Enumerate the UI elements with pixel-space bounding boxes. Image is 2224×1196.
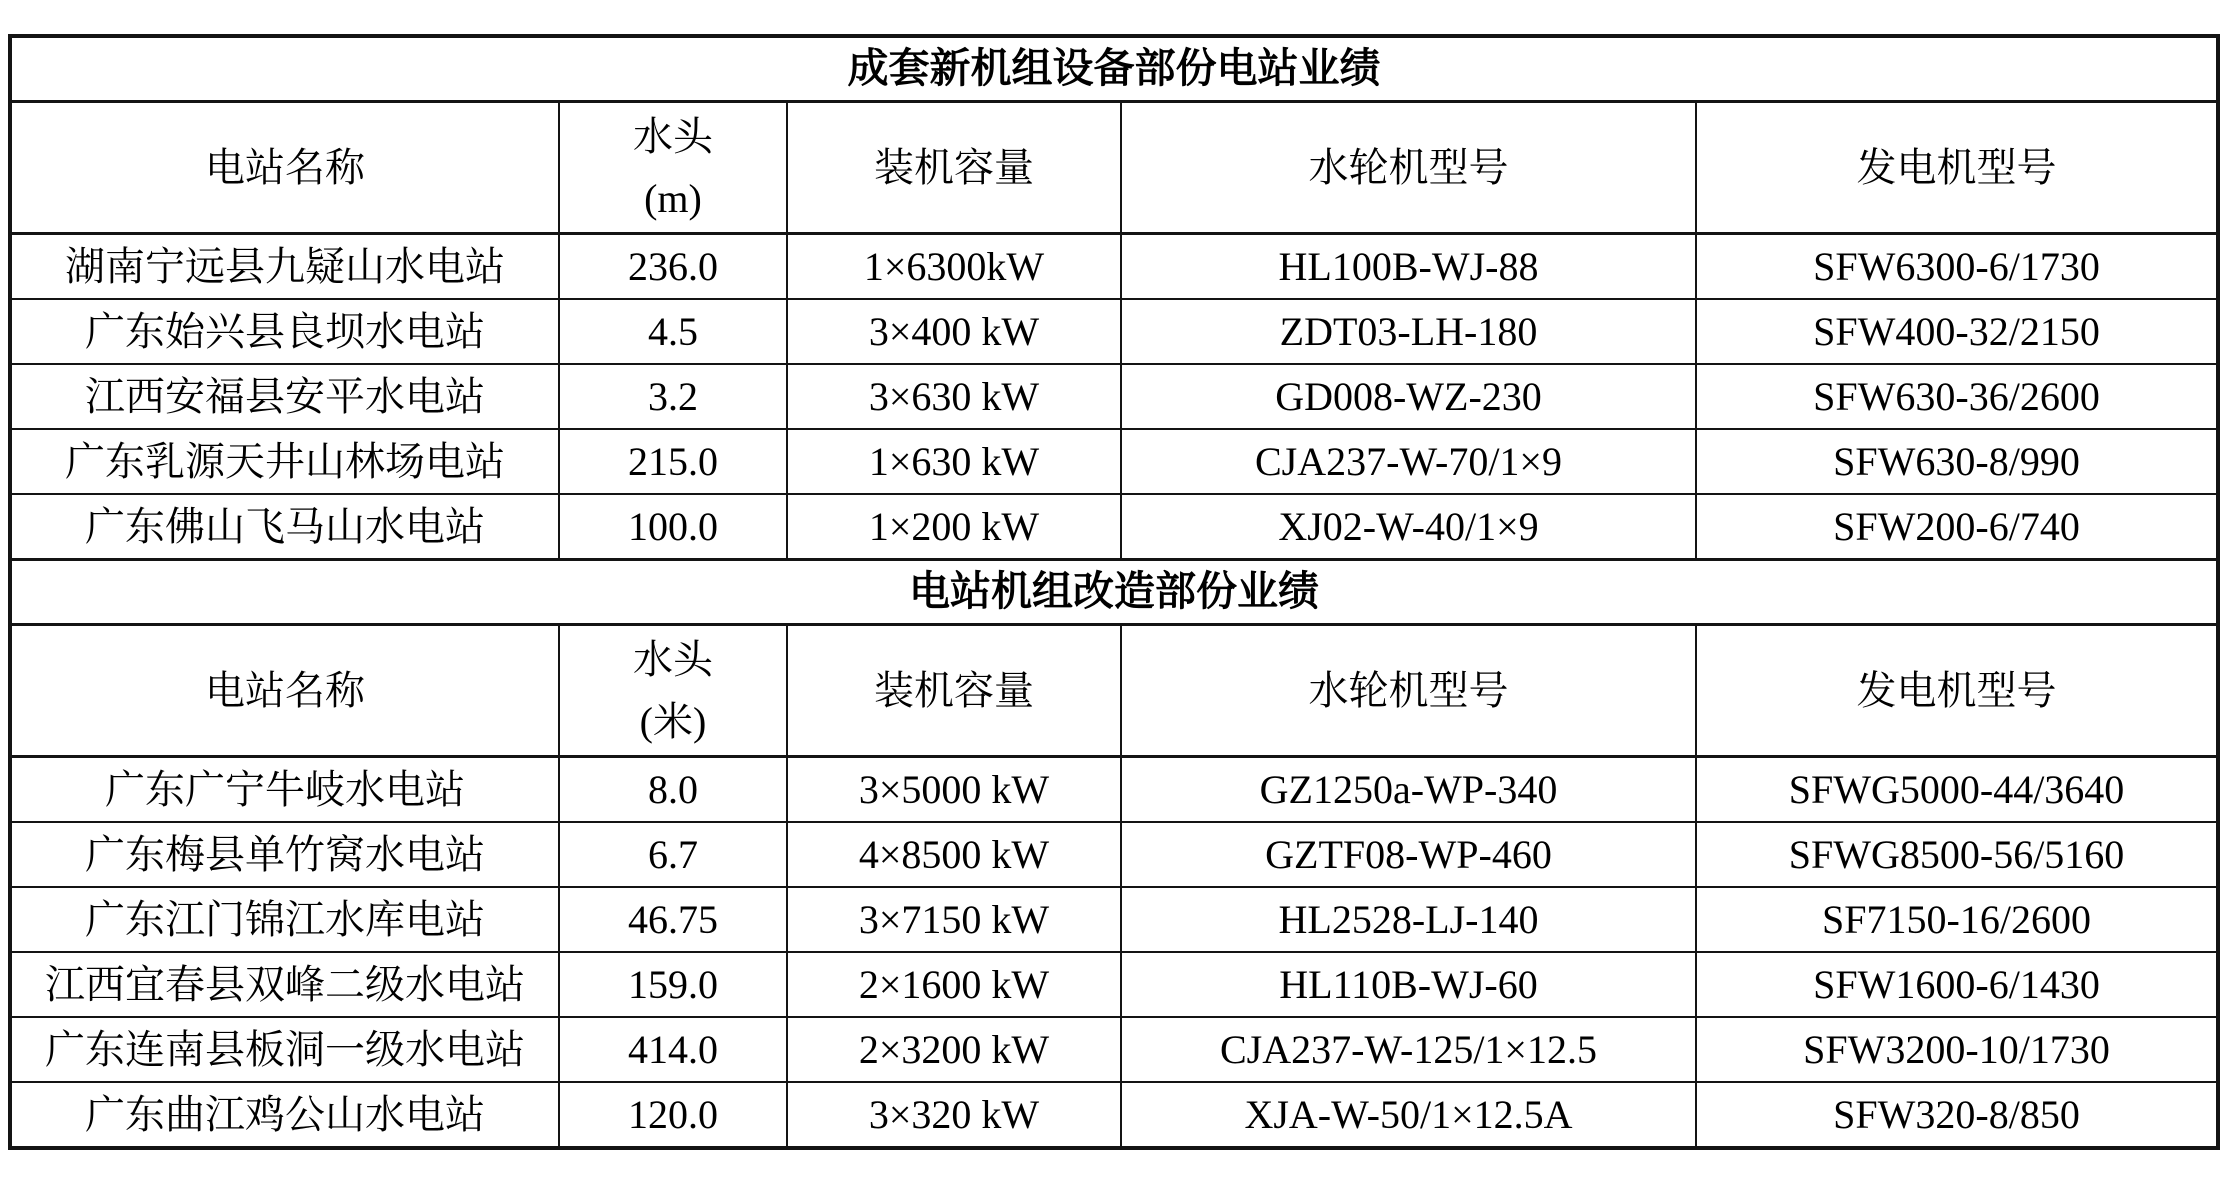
table-row: [10, 952, 2218, 1017]
cell-turbine-model: GZTF08-WP-460: [1121, 822, 1696, 887]
table-row: [10, 494, 2218, 560]
cell-generator-model: SFW200-6/740: [1696, 494, 2218, 560]
cell-station-name: 江西安福县安平水电站: [10, 364, 559, 429]
cell-capacity: 2×1600 kW: [787, 952, 1121, 1017]
table-row: [10, 822, 2218, 887]
cell-capacity: 3×7150 kW: [787, 887, 1121, 952]
header-head-label: 水头: [633, 636, 713, 682]
cell-station-name: 广东连南县板洞一级水电站: [10, 1017, 559, 1082]
cell-capacity: 1×6300kW: [787, 234, 1121, 300]
cell-generator-model: SFWG8500-56/5160: [1696, 822, 2218, 887]
section1-header-row: [10, 102, 2218, 234]
cell-head: 159.0: [559, 952, 787, 1017]
table-row: [10, 364, 2218, 429]
cell-turbine-model: CJA237-W-125/1×12.5: [1121, 1017, 1696, 1082]
cell-generator-model: SF7150-16/2600: [1696, 887, 2218, 952]
cell-turbine-model: HL2528-LJ-140: [1121, 887, 1696, 952]
cell-generator-model: SFW320-8/850: [1696, 1082, 2218, 1148]
cell-head: 6.7: [559, 822, 787, 887]
cell-turbine-model: HL110B-WJ-60: [1121, 952, 1696, 1017]
cell-capacity: 3×400 kW: [787, 299, 1121, 364]
section1-header-generator: 发电机型号: [1696, 102, 2218, 234]
section2-header-row: [10, 625, 2218, 757]
section1-header-station: 电站名称: [10, 102, 559, 234]
section2-title: 电站机组改造部份业绩: [10, 560, 2218, 625]
header-head-unit: (m): [644, 175, 702, 221]
cell-station-name: 湖南宁远县九疑山水电站: [10, 234, 559, 300]
cell-head: 3.2: [559, 364, 787, 429]
cell-generator-model: SFW630-36/2600: [1696, 364, 2218, 429]
cell-generator-model: SFWG5000-44/3640: [1696, 757, 2218, 823]
table-row: [10, 234, 2218, 300]
section1-title-row: [10, 36, 2218, 102]
section2-header-turbine: 水轮机型号: [1121, 625, 1696, 757]
section1-header-capacity: 装机容量: [787, 102, 1121, 234]
cell-head: 236.0: [559, 234, 787, 300]
document-sheet: [8, 34, 2220, 1150]
cell-generator-model: SFW630-8/990: [1696, 429, 2218, 494]
cell-turbine-model: GZ1250a-WP-340: [1121, 757, 1696, 823]
cell-turbine-model: HL100B-WJ-88: [1121, 234, 1696, 300]
cell-head: 215.0: [559, 429, 787, 494]
cell-generator-model: SFW6300-6/1730: [1696, 234, 2218, 300]
section2-header-generator: 发电机型号: [1696, 625, 2218, 757]
cell-station-name: 江西宜春县双峰二级水电站: [10, 952, 559, 1017]
cell-head: 4.5: [559, 299, 787, 364]
cell-generator-model: SFW1600-6/1430: [1696, 952, 2218, 1017]
table-row: [10, 1017, 2218, 1082]
section2-header-capacity: 装机容量: [787, 625, 1121, 757]
section2-header-head: [559, 625, 787, 757]
header-head-unit: (米): [639, 698, 707, 744]
cell-head: 414.0: [559, 1017, 787, 1082]
cell-capacity: 3×5000 kW: [787, 757, 1121, 823]
cell-capacity: 1×200 kW: [787, 494, 1121, 560]
cell-turbine-model: ZDT03-LH-180: [1121, 299, 1696, 364]
cell-station-name: 广东曲江鸡公山水电站: [10, 1082, 559, 1148]
section1-header-turbine: 水轮机型号: [1121, 102, 1696, 234]
cell-capacity: 3×320 kW: [787, 1082, 1121, 1148]
cell-turbine-model: CJA237-W-70/1×9: [1121, 429, 1696, 494]
power-station-performance-table: [8, 34, 2220, 1150]
section2-title-row: [10, 560, 2218, 625]
cell-capacity: 3×630 kW: [787, 364, 1121, 429]
section1-header-head: [559, 102, 787, 234]
cell-station-name: 广东佛山飞马山水电站: [10, 494, 559, 560]
cell-head: 120.0: [559, 1082, 787, 1148]
table-row: [10, 757, 2218, 823]
cell-turbine-model: XJ02-W-40/1×9: [1121, 494, 1696, 560]
cell-head: 46.75: [559, 887, 787, 952]
cell-station-name: 广东始兴县良坝水电站: [10, 299, 559, 364]
cell-generator-model: SFW400-32/2150: [1696, 299, 2218, 364]
cell-capacity: 4×8500 kW: [787, 822, 1121, 887]
cell-capacity: 1×630 kW: [787, 429, 1121, 494]
cell-station-name: 广东广宁牛岐水电站: [10, 757, 559, 823]
header-head-label: 水头: [633, 113, 713, 159]
cell-head: 8.0: [559, 757, 787, 823]
table-row: [10, 887, 2218, 952]
cell-station-name: 广东梅县单竹窝水电站: [10, 822, 559, 887]
section1-title: 成套新机组设备部份电站业绩: [10, 36, 2218, 102]
cell-capacity: 2×3200 kW: [787, 1017, 1121, 1082]
cell-turbine-model: XJA-W-50/1×12.5A: [1121, 1082, 1696, 1148]
table-row: [10, 299, 2218, 364]
section2-header-station: 电站名称: [10, 625, 559, 757]
table-row: [10, 1082, 2218, 1148]
cell-generator-model: SFW3200-10/1730: [1696, 1017, 2218, 1082]
cell-station-name: 广东江门锦江水库电站: [10, 887, 559, 952]
table-row: [10, 429, 2218, 494]
cell-turbine-model: GD008-WZ-230: [1121, 364, 1696, 429]
cell-head: 100.0: [559, 494, 787, 560]
cell-station-name: 广东乳源天井山林场电站: [10, 429, 559, 494]
